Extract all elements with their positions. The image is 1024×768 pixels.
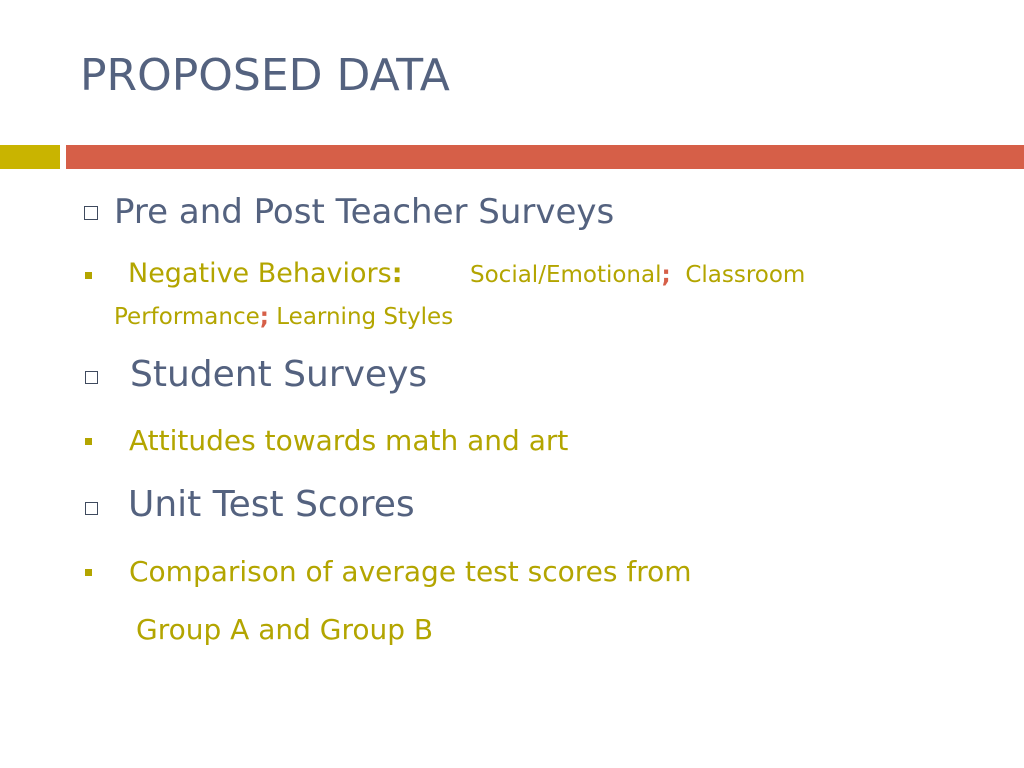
separator-2: ; <box>259 304 269 330</box>
bullet-text: Unit Test Scores <box>128 484 415 525</box>
sub-bullet-text: Attitudes towards math and art <box>129 424 569 457</box>
bullet-text: Student Surveys <box>130 354 428 395</box>
checkbox-square-icon <box>85 371 98 384</box>
negative-behaviors-line1 <box>128 258 403 289</box>
square-bullet-icon <box>85 272 92 279</box>
square-bullet-icon <box>85 569 92 576</box>
accent-bar-left <box>0 145 60 169</box>
checkbox-square-icon <box>84 206 98 220</box>
slide-title: PROPOSED DATA <box>80 50 450 101</box>
negative-behaviors-line2 <box>114 304 453 330</box>
part-social-emotional: Social/Emotional <box>470 262 662 288</box>
bullet-text: Pre and Post Teacher Surveys <box>114 192 615 232</box>
negative-behaviors-detail <box>470 262 805 288</box>
part-learning-styles: Learning Styles <box>276 304 454 330</box>
sub-bullet-text-continued: Group A and Group B <box>136 613 434 646</box>
label-colon: : <box>391 258 403 289</box>
checkbox-square-icon <box>85 502 98 515</box>
square-bullet-icon <box>85 438 92 445</box>
accent-bar-right <box>66 145 1024 169</box>
separator-1: ; <box>661 262 671 288</box>
part-performance: Performance <box>114 304 260 330</box>
part-classroom: Classroom <box>685 262 806 288</box>
sub-bullet-text: Comparison of average test scores from <box>129 555 692 588</box>
negative-behaviors-label: Negative Behaviors <box>128 258 392 289</box>
